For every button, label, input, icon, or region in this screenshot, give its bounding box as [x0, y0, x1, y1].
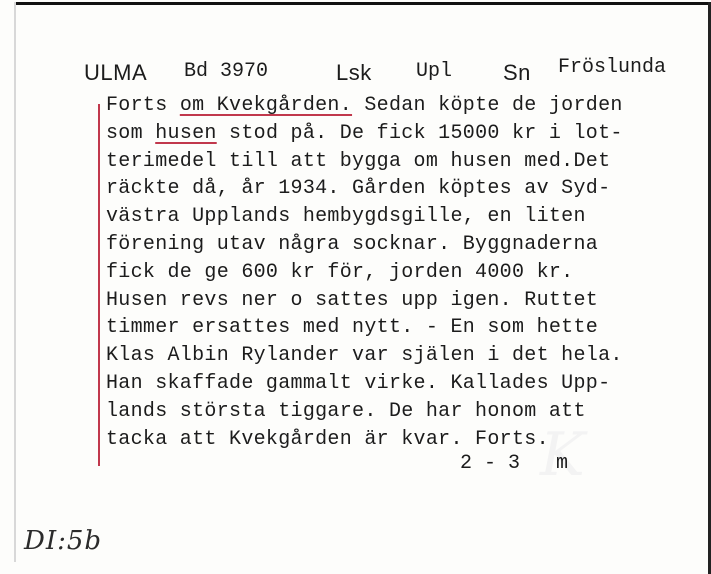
text-line	[106, 259, 706, 287]
text-line	[106, 120, 706, 148]
margin-rule	[98, 104, 100, 466]
text-segment: Husen revs ner o sattes upp igen. Ruttet	[106, 288, 599, 312]
text-segment: tacka att Kvekgården är kvar. Forts.	[106, 427, 549, 451]
text-line	[106, 231, 706, 259]
socken-label: Sn	[503, 60, 531, 85]
text-segment: räckte då, år 1934. Gården köptes av Syd-	[106, 177, 611, 201]
text-segment: Han skaffade gammalt virke. Kallades Upp-	[106, 371, 611, 395]
handwritten-shelf-mark: DI:5b	[24, 526, 103, 556]
text-segment: Sedan köpte de jorden	[352, 94, 623, 117]
text-line	[106, 370, 706, 398]
text-line	[106, 203, 706, 231]
typed-record-text	[106, 92, 706, 453]
landskap-value: Upl	[416, 60, 453, 83]
page-reference: 2 - 3 m	[460, 452, 569, 475]
text-segment: Forts	[106, 94, 180, 117]
text-segment: lands största tiggare. De har honom att	[106, 399, 586, 423]
text-segment: västra Upplands hembygdsgille, en liten	[106, 205, 586, 229]
socken-value: Fröslunda	[558, 56, 667, 79]
underlined-text: husen	[155, 121, 217, 145]
text-segment: förening utav några socknar. Byggnaderna	[106, 232, 599, 256]
landskap-label: Lsk	[336, 60, 372, 85]
text-segment: fick de ge 600 kr för, jorden 4000 kr.	[106, 260, 574, 284]
text-line	[106, 398, 706, 426]
text-line	[106, 175, 706, 203]
text-segment: som	[106, 121, 156, 145]
volume-number: Bd 3970	[184, 60, 269, 83]
text-line	[106, 148, 706, 176]
card-header	[0, 52, 711, 92]
text-line	[106, 92, 706, 120]
text-segment: stod på. De fick 15000 kr i lot-	[216, 121, 623, 145]
card-top-edge	[14, 2, 711, 5]
text-segment: terimedel till att bygga om husen med.Det	[106, 149, 611, 173]
bleed-through-shadow: K	[540, 420, 585, 490]
underlined-text: om Kvekgården.	[179, 94, 353, 117]
text-line	[106, 287, 706, 315]
text-segment: Klas Albin Rylander var själen i det hela.	[106, 344, 623, 368]
text-line	[106, 314, 706, 342]
text-segment: timmer ersattes med nytt. - En som hette	[106, 316, 599, 340]
text-line	[106, 426, 706, 454]
text-line	[106, 342, 706, 370]
archive-code: ULMA	[84, 60, 148, 85]
